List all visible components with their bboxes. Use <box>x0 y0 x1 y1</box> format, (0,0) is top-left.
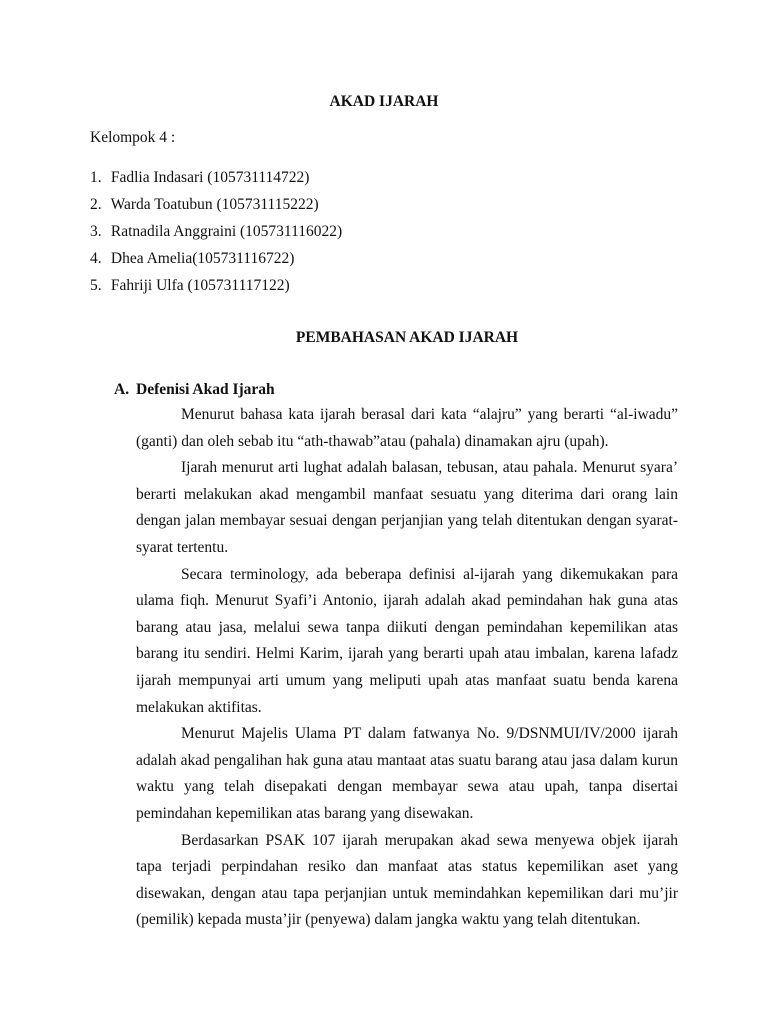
paragraph: Berdasarkan PSAK 107 ijarah merupakan akad sewa menyewa objek ijarah tapa terjadi perpindahan resiko dan manfaat atas status kepemilikan aset yang disewakan, dengan atau tapa perjanjian untuk memindahkan kepemilikan dari mu’jir (pemilik) kepada musta’jir (penyewa) dalam jangka waktu yang telah ditentukan. <box>136 831 678 929</box>
member-name: Ratnadila Anggraini (105731116022) <box>110 223 343 240</box>
section-letter: A. <box>114 381 130 398</box>
member-number: 2. <box>90 196 102 213</box>
member-item <box>90 164 342 191</box>
paragraph: Menurut Majelis Ulama PT dalam fatwanya No. 9/DSNMUI/IV/2000 ijarah adalah akad pengalihan hak guna atau mantaat atas suatu barang atau jasa dalam kurun waktu yang telah disepakati dengan membayar sewa atau upah, tanpa disertai pemindahan kepemilikan atas barang yang disewakan. <box>136 725 678 822</box>
member-name: Fahriji Ulfa (105731117122) <box>110 277 290 294</box>
document-title: AKAD IJARAH <box>329 93 439 110</box>
member-item <box>90 191 342 218</box>
paragraph: Ijarah menurut arti lughat adalah balasan, tebusan, atau pahala. Menurut syara’ berarti melakukan akad mengambil manfaat sesuatu yang diterima dari orang lain dengan jalan membayar sesuai dengan perjanjian yang telah ditentukan dengan syarat-syarat tertentu. <box>136 459 678 556</box>
member-item <box>90 218 342 245</box>
member-item <box>90 272 342 299</box>
section-heading <box>114 380 275 400</box>
member-name: Fadlia Indasari (105731114722) <box>110 169 310 186</box>
member-list <box>90 164 342 299</box>
member-number: 5. <box>90 277 102 294</box>
section-body <box>136 402 678 934</box>
section-heading-text: Defenisi Akad Ijarah <box>136 381 275 398</box>
member-number: 1. <box>90 169 102 186</box>
group-label: Kelompok 4 : <box>90 129 176 146</box>
section-title: PEMBAHASAN AKAD IJARAH <box>295 329 519 346</box>
paragraph: Secara terminology, ada beberapa definisi al-ijarah yang dikemukakan para ulama fiqh. Menurut Syafi’i Antonio, ijarah adalah akad pemindahan hak guna atas barang atau jasa, melalui sewa tanpa diikuti dengan pemindahan kepemilikan atas barang itu sendiri. Helmi Karim, ijarah yang berarti upah atau imbalan, karena lafadz ijarah mempunyai arti umum yang meliputi upah atas manfaat suatu benda karena melakukan aktifitas. <box>136 565 678 716</box>
member-item <box>90 245 342 272</box>
member-name: Warda Toatubun (105731115222) <box>110 196 319 213</box>
paragraph: Menurut bahasa kata ijarah berasal dari kata “alajru” yang berarti “al-iwadu” (ganti) dan oleh sebab itu “ath-thawab”atau (pahala) dinamakan ajru (upah). <box>136 406 678 450</box>
member-name: Dhea Amelia(105731116722) <box>110 250 295 267</box>
member-number: 4. <box>90 250 102 267</box>
member-number: 3. <box>90 223 102 240</box>
